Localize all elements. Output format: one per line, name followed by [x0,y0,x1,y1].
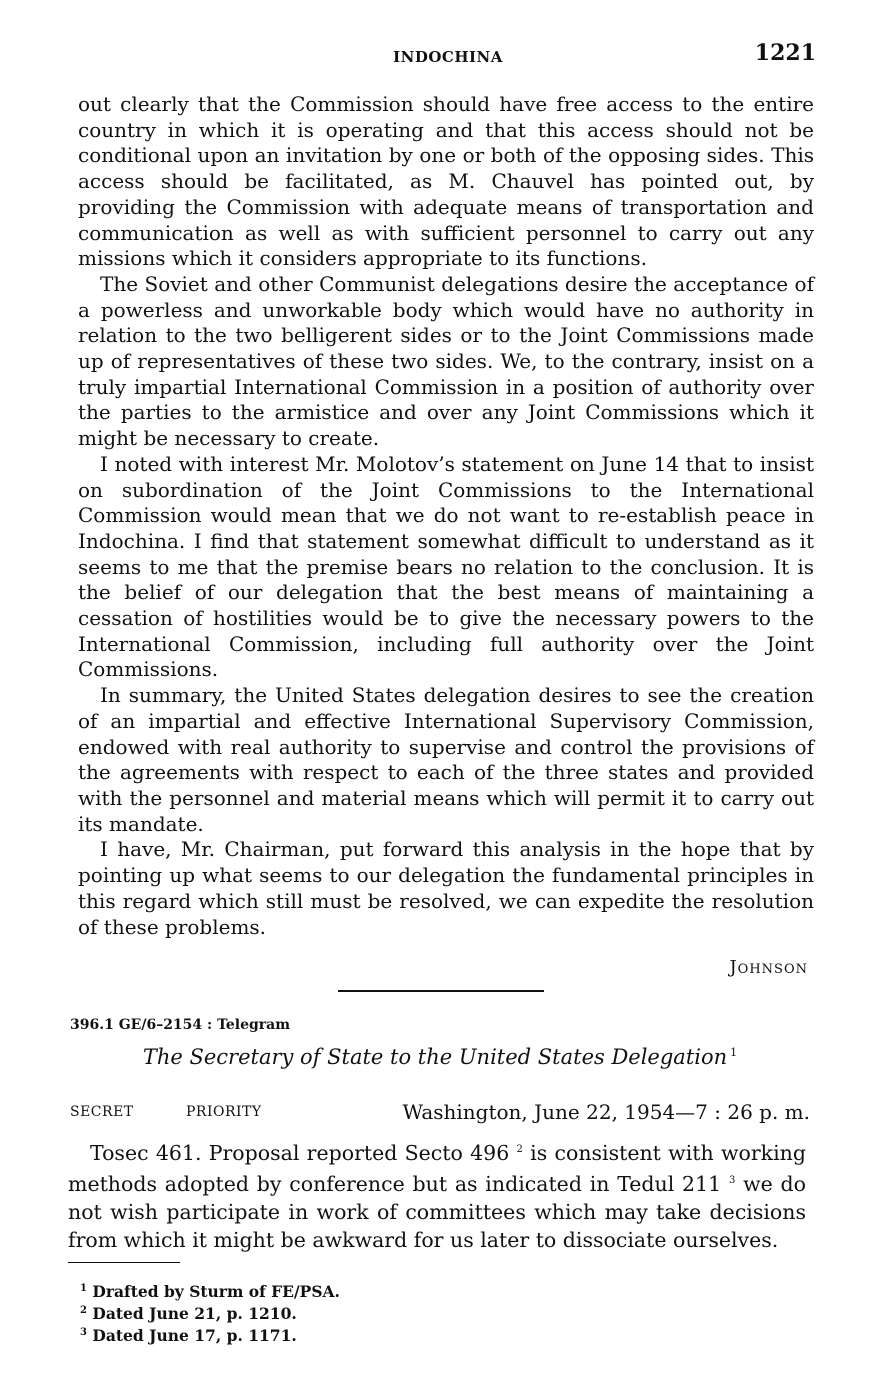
paragraph: I have, Mr. Chairman, put forward this analysis in the hope that by pointing up what seems to our delegation the fundamental principles in this regard which still must be resolved, we can expedite the resolution of these problems. [78,837,814,939]
telegram-part: is consistent with working methods adopted by conference but as indicated in Tedul 211 [68,1140,806,1196]
document-title [0,1045,880,1069]
running-head: INDOCHINA [393,48,503,66]
footnote-mark: 1 [80,1283,87,1294]
body-text [78,92,814,940]
signature: Johnson [729,957,808,978]
file-reference: 396.1 GE/6–2154 : Telegram [70,1017,291,1033]
telegram-part: we do not wish participate in work of committees which may take decisions from which it might be awkward for us later to dissociate ourselves. [68,1171,806,1252]
classification-label: SECRET [70,1104,134,1120]
section-divider [338,990,544,992]
paragraph: out clearly that the Commission should have free access to the entire country in which it is operating and that this access should not be conditional upon an invitation by one or both of the opposing sides. This access should be facilitated, as M. Chauvel has pointed out, by providing the Commission with adequate means of transportation and communication as well as with sufficient personnel to carry out any missions which it considers appropriate to its functions. [78,92,814,271]
footnote [80,1301,340,1323]
dateline: Washington, June 22, 1954—7 : 26 p. m. [402,1100,810,1124]
classification-line [70,1100,810,1130]
footnote-marker: 1 [730,1046,738,1059]
telegram-part: Tosec 461. Proposal reported Secto 496 [90,1140,510,1165]
paragraph: The Soviet and other Communist delegations desire the acceptance of a powerless and unworkable body which would have no authority in relation to the two belligerent sides or to the Joint Commissions made up of representatives of these two sides. We, to the contrary, insist on a truly impartial International Commission in a position of authority over the parties to the armistice and over any Joint Commissions which it might be necessary to create. [78,271,814,451]
footnote-text: Dated June 17, p. 1171. [92,1326,297,1346]
footnote-text: Dated June 21, p. 1210. [92,1304,297,1324]
page-header [78,38,818,72]
footnote [80,1279,340,1301]
footnote-marker: 3 [728,1174,736,1186]
paragraph: I noted with interest Mr. Molotov’s statement on June 14 that to insist on subordination of the Joint Commissions to the International Commission would mean that we do not want to re-establish peace in Indochina. I find that statement somewhat difficult to understand as it seems to me that the premise bears no relation to the conclusion. It is the belief of our delegation that the best means of maintaining a cessation of hostilities would be to give the necessary powers to the International Commission, including full authority over the Joint Commissions. [78,451,814,682]
footnotes [80,1279,340,1345]
footnote-mark: 2 [80,1305,87,1317]
footnote-text: Drafted by Sturm of FE/PSA. [92,1282,340,1302]
footnote-mark: 3 [80,1327,87,1339]
telegram-paragraph [68,1136,806,1254]
page-number: 1221 [754,40,816,66]
document-title-text: The Secretary of State to the United States Delegation [142,1045,728,1069]
footnote-divider [68,1262,180,1263]
precedence-label: PRIORITY [186,1104,262,1120]
paragraph: In summary, the United States delegation desires to see the creation of an impartial and effective International Supervisory Commission, endowed with real authority to supervise and control the provisions of the agreements with respect to each of the three states and provided with the personnel and material means which will permit it to carry out its mandate. [78,683,814,836]
footnote-marker: 2 [516,1144,523,1155]
telegram-text [68,1136,806,1254]
footnote [80,1323,340,1345]
